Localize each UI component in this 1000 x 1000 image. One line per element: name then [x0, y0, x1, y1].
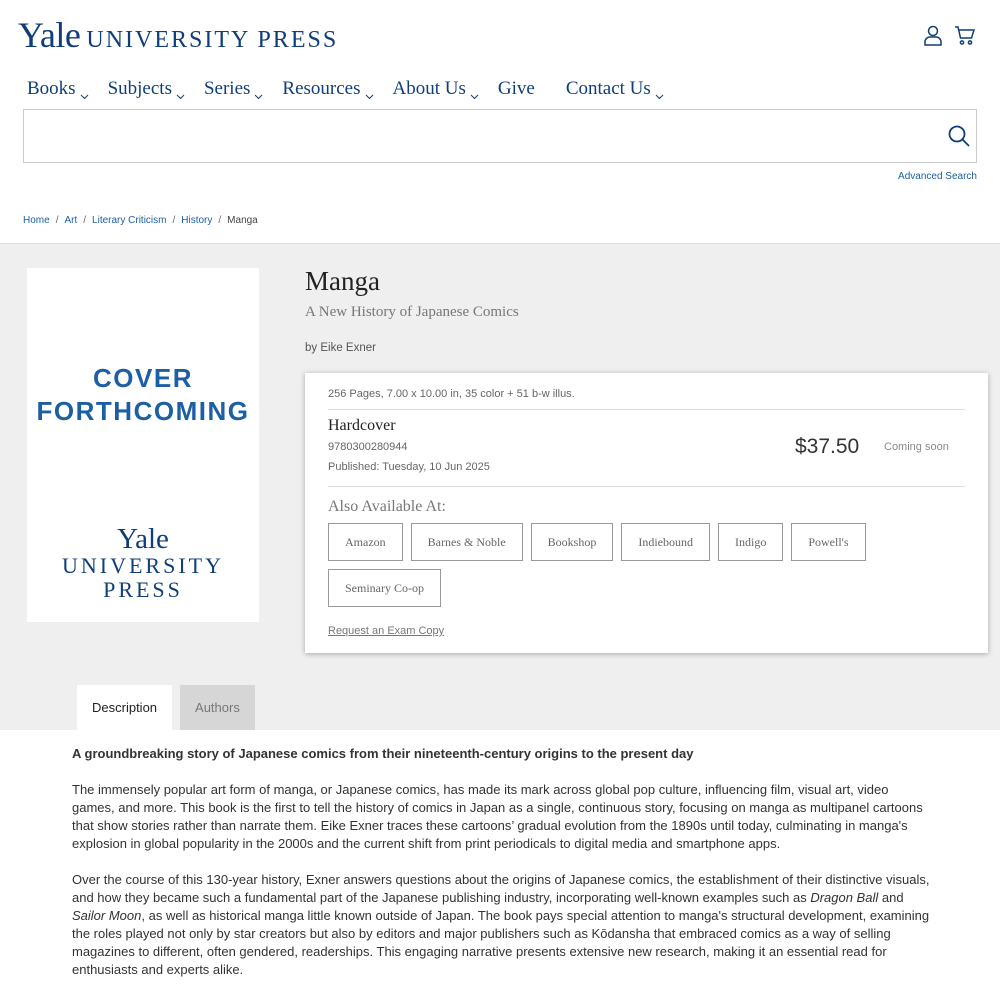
nav-resources[interactable] [282, 78, 373, 100]
breadcrumb-home[interactable]: Home [23, 215, 50, 226]
book-cover [27, 268, 259, 622]
content-tabs [77, 685, 255, 730]
logo-yale: Yale [18, 15, 81, 55]
nav-subjects-label: Subjects [107, 78, 172, 99]
divider [328, 486, 965, 487]
nav-books-label: Books [27, 78, 76, 99]
book-format: Hardcover [328, 417, 396, 434]
description-panel [72, 745, 932, 997]
nav-series-label: Series [203, 78, 251, 99]
nav-give[interactable] [498, 78, 535, 100]
nav-books[interactable] [27, 78, 89, 100]
description-lead: A groundbreaking story of Japanese comics from their nineteenth-century origins to the present day [72, 746, 694, 761]
desc-p2-title-sailor-moon: Sailor Moon [72, 908, 142, 923]
breadcrumb [23, 215, 258, 226]
also-available-heading: Also Available At: [328, 498, 446, 515]
breadcrumb-separator: / [218, 215, 222, 226]
retailer-list [328, 523, 928, 607]
chevron-down-icon [80, 85, 89, 94]
publish-date: Published: Tuesday, 10 Jun 2025 [328, 461, 490, 473]
advanced-search-link[interactable]: Advanced Search [898, 171, 977, 182]
divider [328, 409, 965, 410]
breadcrumb-history[interactable]: History [181, 215, 213, 226]
nav-subjects[interactable] [108, 78, 185, 100]
book-specs: 256 Pages, 7.00 x 10.00 in, 35 color + 51 b-w illus. [328, 388, 575, 400]
desc-p2-text-a: Over the course of this 130-year history, Exner answers questions about the origins of Japanese comics, the establishment of their distinctive visuals, and how they became such a fundamental part of the Japanese publishing industry, incorporating well-known examples such as [72, 872, 930, 905]
user-icon[interactable] [922, 24, 944, 46]
retailer-powells-button[interactable]: Powell's [791, 523, 865, 561]
nav-give-label: Give [497, 78, 535, 99]
chevron-down-icon [655, 85, 664, 94]
breadcrumb-literary-criticism[interactable]: Literary Criticism [92, 215, 167, 226]
cover-text-line1: COVER [93, 363, 193, 393]
chevron-down-icon [176, 85, 185, 94]
cover-press: PRESS [103, 577, 183, 602]
book-price: $37.50 [795, 435, 860, 458]
cart-icon[interactable] [954, 24, 976, 46]
desc-p2-text-c: , as well as historical manga little known outside of Japan. The book pays special attention to manga's structural development, examining the roles played not only by star creators but also by editors and major publishers such as Kōdansha that embraced comics as a way of selling magazines to different, often gendered, readerships. This engaging narrative presents extensive new research, making it an essential read for enthusiasts and experts alike. [72, 908, 930, 977]
retailer-indigo-button[interactable]: Indigo [718, 523, 783, 561]
nav-about-label: About Us [392, 78, 466, 99]
desc-p2-text-b: and [878, 890, 904, 905]
chevron-down-icon [470, 85, 479, 94]
search-icon[interactable] [947, 124, 971, 148]
nav-contact-label: Contact Us [565, 78, 651, 99]
retailer-seminary-coop-button[interactable]: Seminary Co-op [328, 569, 441, 607]
yale-press-logo[interactable] [18, 14, 338, 56]
cover-yale: Yale [117, 523, 169, 555]
breadcrumb-separator: / [55, 215, 59, 226]
retailer-barnes-noble-button[interactable]: Barnes & Noble [411, 523, 523, 561]
breadcrumb-separator: / [172, 215, 176, 226]
purchase-card [305, 373, 988, 653]
description-paragraph-1: The immensely popular art form of manga, or Japanese comics, has made its mark across global pop culture, influencing film, visual art, video games, and more. This book is the first to tell the history of comics in Japan as a single, continuous story, focusing on manga as multipanel cartoons that show stories rather than narrate them. Eike Exner traces these cartoons’ gradual evolution from the 1890s until today, culminating in manga's explosion in global popularity in the 2000s and the current shift from print periodicals to digital media and smartphone apps. [72, 782, 923, 851]
breadcrumb-separator: / [83, 215, 87, 226]
cover-text-line2: FORTHCOMING [36, 396, 250, 426]
nav-about-us[interactable] [393, 78, 479, 100]
nav-contact-us[interactable] [566, 78, 664, 100]
book-title: Manga [305, 266, 380, 296]
nav-resources-label: Resources [282, 78, 361, 99]
chevron-down-icon [365, 85, 374, 94]
logo-university-press: UNIVERSITY PRESS [86, 27, 339, 53]
chevron-down-icon [254, 85, 263, 94]
description-paragraph-2 [72, 871, 932, 979]
tab-authors[interactable]: Authors [180, 685, 255, 730]
book-author[interactable]: by Eike Exner [305, 342, 376, 354]
retailer-indiebound-button[interactable]: Indiebound [621, 523, 710, 561]
cover-forthcoming-text [27, 362, 259, 428]
breadcrumb-current: Manga [227, 215, 258, 226]
search-bar [23, 109, 977, 163]
breadcrumb-art[interactable]: Art [64, 215, 78, 226]
request-exam-copy-link[interactable]: Request an Exam Copy [328, 625, 445, 637]
retailer-amazon-button[interactable]: Amazon [328, 523, 403, 561]
nav-series[interactable] [204, 78, 263, 100]
main-nav [27, 78, 683, 100]
book-isbn: 9780300280944 [328, 441, 408, 453]
search-input[interactable] [24, 110, 924, 162]
tab-description[interactable]: Description [77, 685, 172, 730]
cover-university: UNIVERSITY [62, 553, 224, 578]
availability-status: Coming soon [884, 441, 949, 453]
book-subtitle: A New History of Japanese Comics [305, 304, 519, 320]
desc-p2-title-dragon-ball: Dragon Ball [810, 890, 879, 905]
retailer-bookshop-button[interactable]: Bookshop [531, 523, 614, 561]
